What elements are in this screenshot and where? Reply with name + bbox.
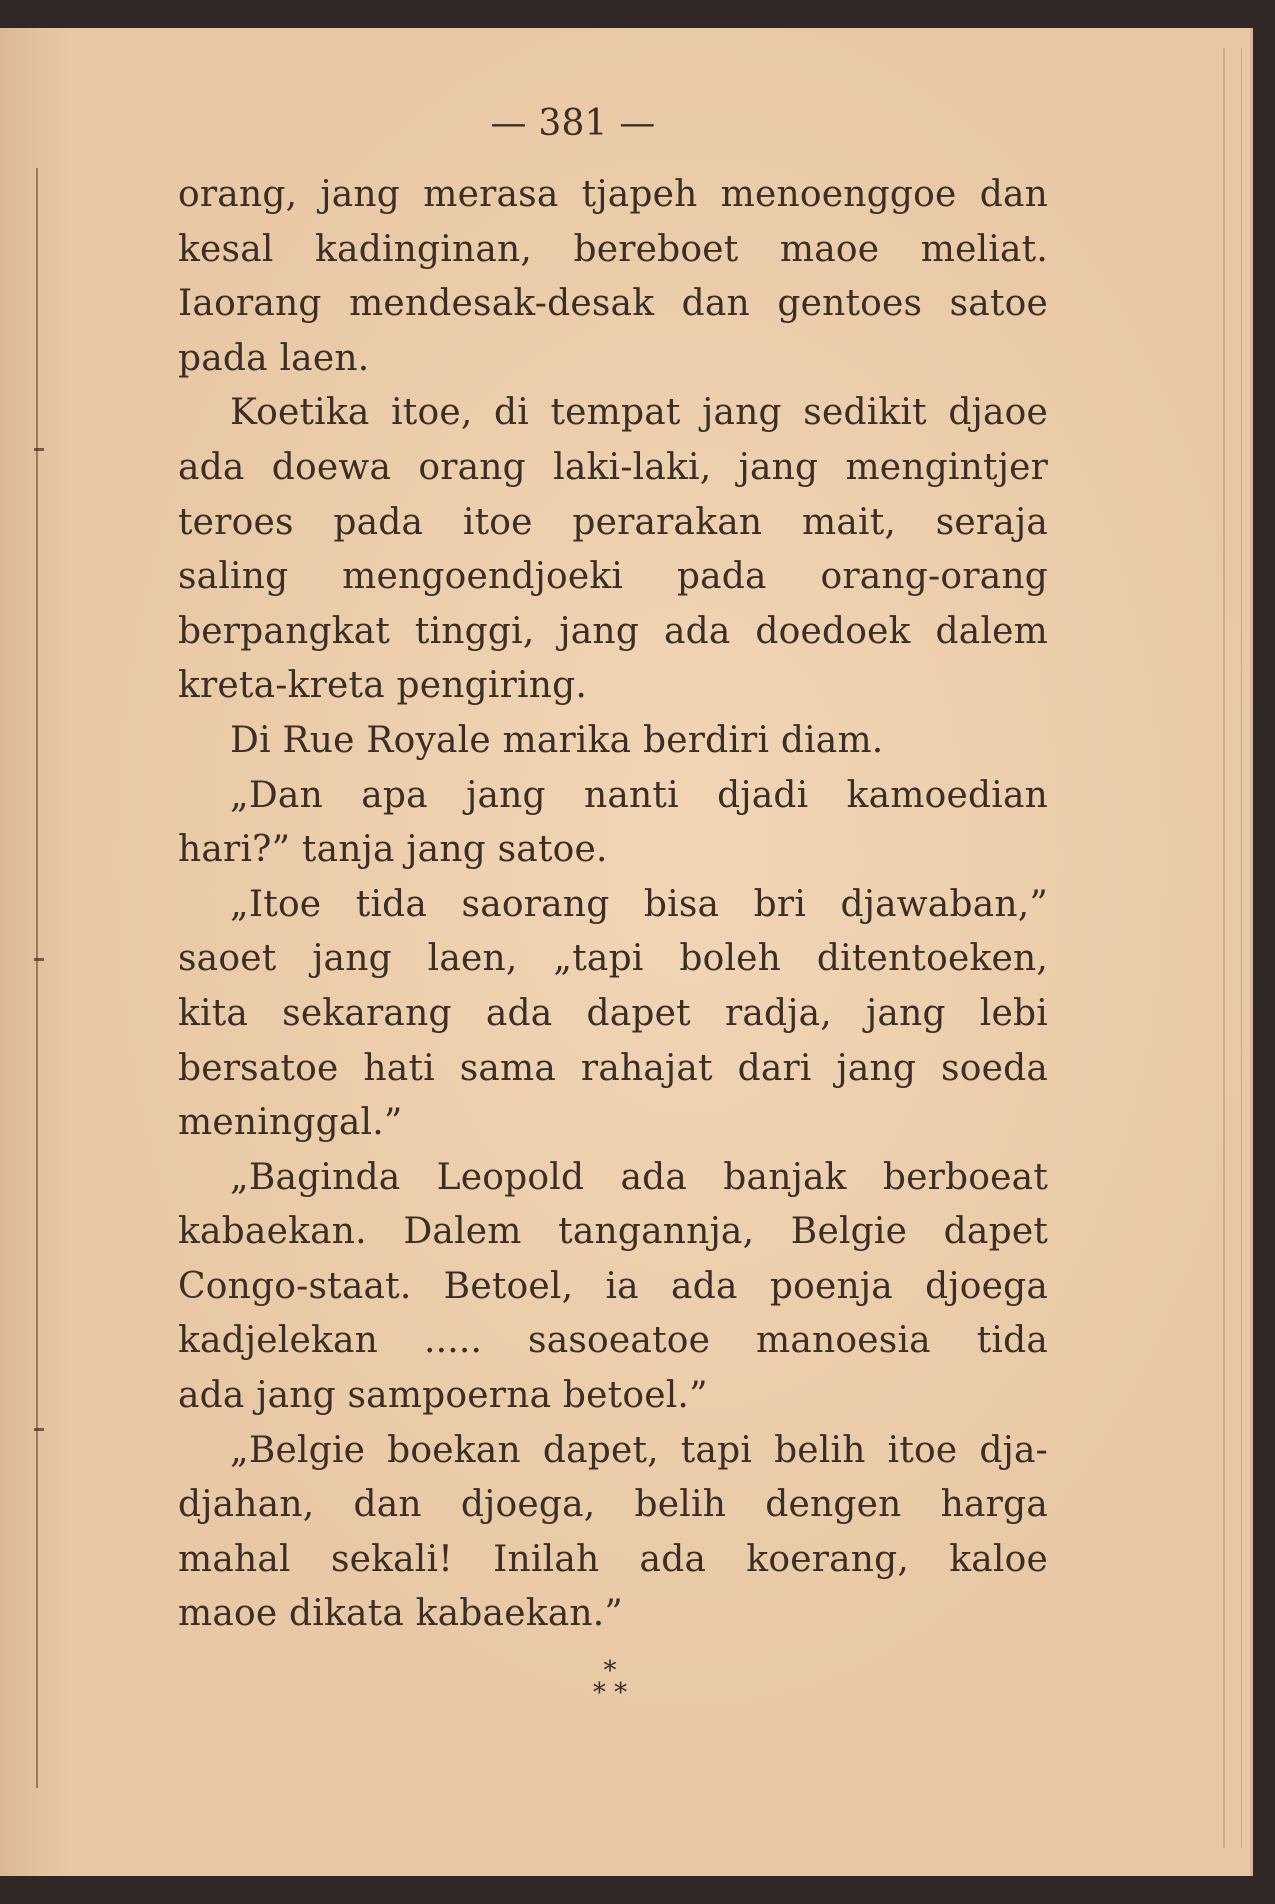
text-line: saling mengoendjoeki pada orang-orang — [178, 556, 1048, 598]
binding-stitch — [34, 958, 44, 961]
binding-stitch — [34, 448, 44, 451]
section-ornament — [560, 1656, 660, 1708]
text-line: djahan, dan djoega, belih dengen harga — [178, 1484, 1048, 1526]
ornament-asterisk-top: * — [603, 1656, 617, 1686]
text-line: meninggal.” — [178, 1102, 403, 1144]
binding-gutter — [36, 168, 46, 1788]
text-line: orang, jang merasa tjapeh menoenggoe dan — [178, 174, 1048, 215]
text-line: „Baginda Leopold ada banjak berboeat — [230, 1156, 1048, 1198]
text-line: „Itoe tida saorang bisa bri djawaban,” — [230, 883, 1048, 925]
page-edge — [1223, 48, 1242, 1848]
text-line: kita sekarang ada dapet radja, jang lebi — [178, 992, 1048, 1034]
text-line: kesal kadinginan, bereboet maoe meliat. — [178, 228, 1048, 270]
text-line: teroes pada itoe perarakan mait, seraja — [178, 501, 1048, 543]
page-text — [178, 80, 1048, 1642]
text-line: „Dan apa jang nanti djadi kamoedian — [230, 774, 1048, 816]
text-line: Di Rue Royale marika berdiri diam. — [230, 719, 884, 761]
text-line: kreta-kreta pengiring. — [178, 665, 588, 707]
ornament-asterisks-bottom: * * — [592, 1678, 628, 1708]
text-line: pada laen. — [178, 337, 370, 379]
text-line: ada jang sampoerna betoel.” — [178, 1375, 708, 1417]
text-line: ada doewa orang laki-laki, jang mengintjer — [178, 446, 1048, 488]
text-line: kabaekan. Dalem tangannja, Belgie dapet — [178, 1211, 1048, 1253]
binding-stitch — [34, 1428, 44, 1431]
text-line: „Belgie boekan dapet, tapi belih itoe dja- — [230, 1429, 1048, 1471]
text-line: saoet jang laen, „tapi boleh ditentoeken, — [178, 938, 1048, 980]
text-line: kadjelekan ..... sasoeatoe manoesia tida — [178, 1320, 1048, 1362]
text-line: berpangkat tinggi, jang ada doedoek dalem — [178, 610, 1048, 652]
text-line: maoe dikata kabaekan.” — [178, 1593, 624, 1635]
body-text — [178, 168, 1048, 1642]
text-line: Iaorang mendesak-desak dan gentoes satoe — [178, 283, 1048, 325]
text-line: bersatoe hati sama rahajat dari jang soeda — [178, 1047, 1048, 1089]
text-line: mahal sekali! Inilah ada koerang, kaloe — [178, 1538, 1048, 1580]
text-line: Koetika itoe, di tempat jang sedikit djaoe — [230, 392, 1048, 434]
page-number: — 381 — — [490, 103, 656, 144]
text-line: Congo-staat. Betoel, ia ada poenja djoega — [178, 1265, 1048, 1307]
text-line: hari?” tanja jang satoe. — [178, 829, 608, 871]
